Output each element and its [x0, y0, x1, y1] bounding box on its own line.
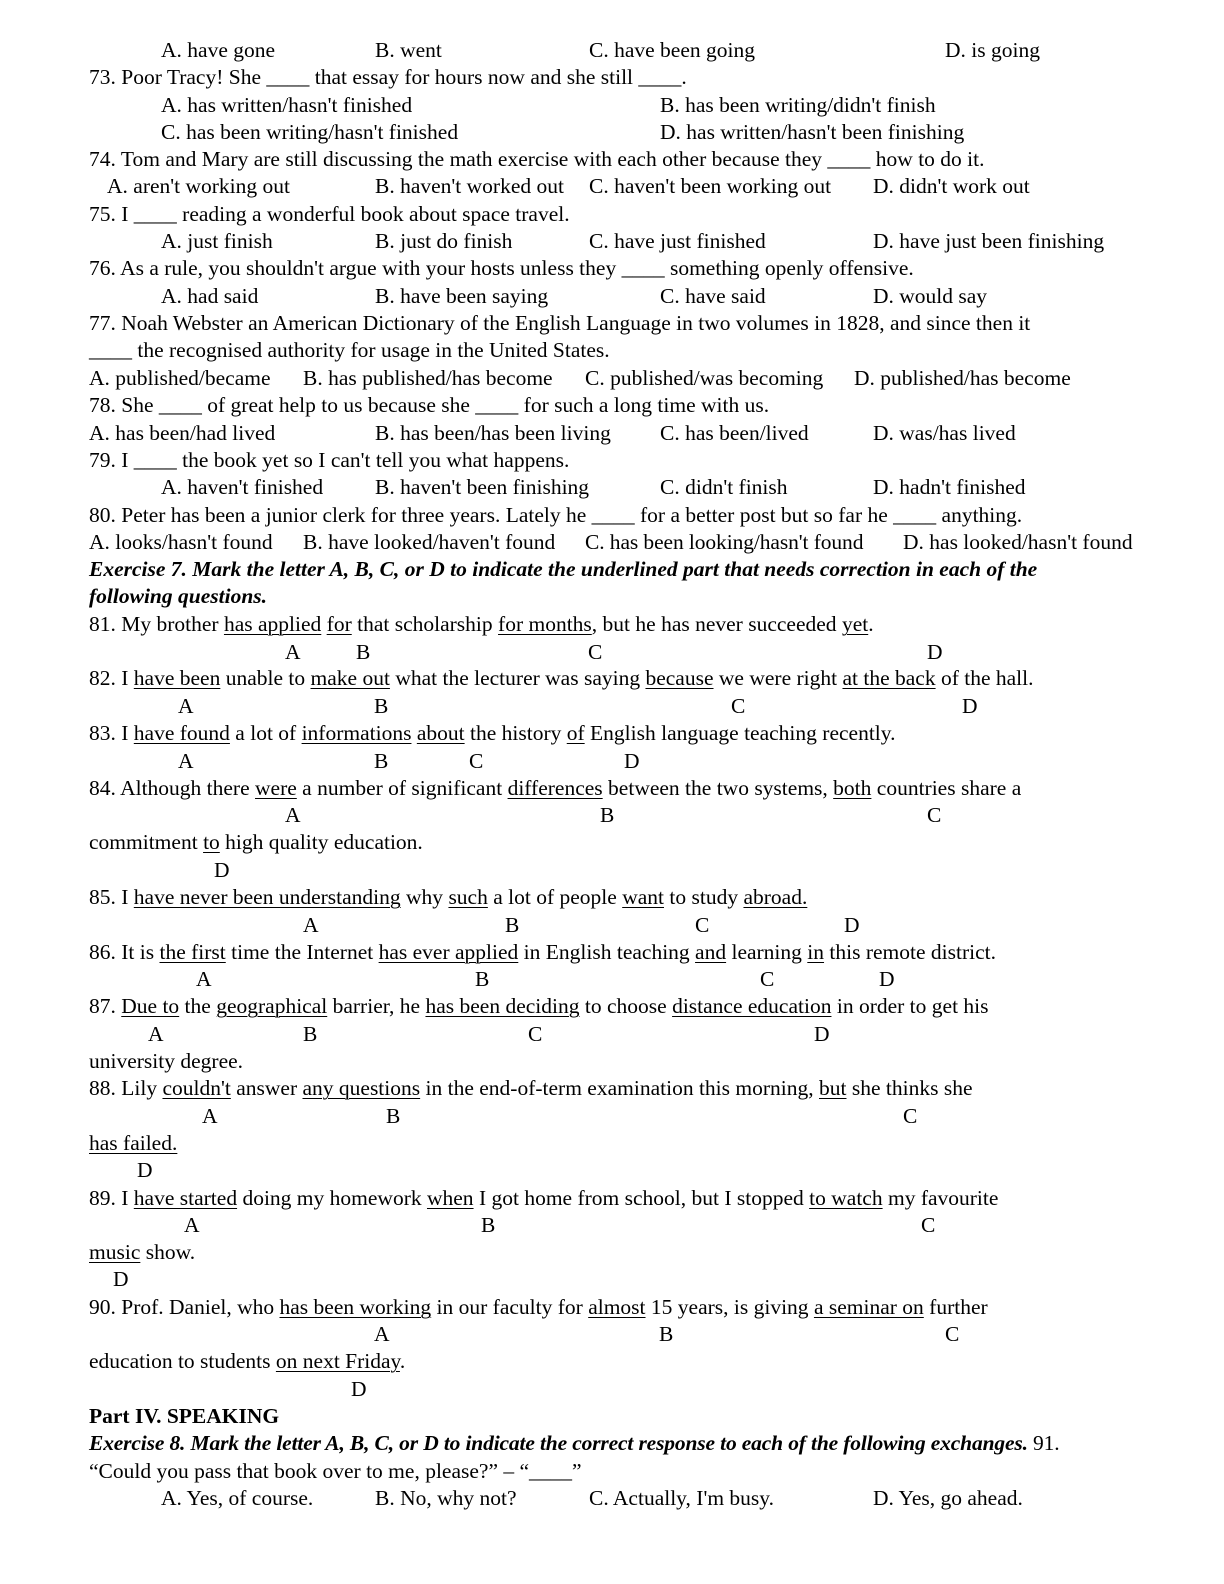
q80-option-d: D. has looked/hasn't found [903, 530, 1133, 554]
q90-sentence: 90. Prof. Daniel, who has been working in our faculty for almost 15 years, is giving a seminar on further [89, 1295, 988, 1319]
q87-sentence: 87. Due to the geographical barrier, he has been deciding to choose distance education in order to get his [89, 994, 989, 1018]
q91-option-c: C. Actually, I'm busy. [589, 1486, 775, 1510]
q86-letter-b: B [475, 967, 490, 991]
q83-letter-c: C [469, 749, 484, 773]
q81-part-d: yet [841, 612, 869, 636]
q87-letter-c: C [528, 1022, 543, 1046]
q88-part-b: any questions [302, 1076, 421, 1100]
q90-part-a: has been working [279, 1295, 432, 1319]
q81-part-b: for [326, 612, 352, 636]
q90-letter-d: D [351, 1377, 367, 1401]
exercise7-heading-line2: following questions. [89, 584, 268, 608]
q77-option-c: C. published/was becoming [585, 366, 824, 390]
q73-option-b: B. has been writing/didn't finish [660, 93, 936, 117]
q78-stem: 78. She ____ of great help to us because she ____ for such a long time with us. [89, 393, 770, 417]
exercise7-heading-line1: Exercise 7. Mark the letter A, B, C, or D to indicate the underlined part that needs correction in each of the [89, 557, 1038, 581]
q90-letter-a: A [374, 1322, 390, 1346]
q78-option-a: A. has been/had lived [89, 421, 276, 445]
q89-part-a: have started [133, 1186, 238, 1210]
q86-part-d: in [807, 940, 825, 964]
q75-option-c: C. have just finished [589, 229, 766, 253]
q72-option-a: A. have gone [161, 38, 276, 62]
q88-letter-b: B [386, 1104, 401, 1128]
q89-sentence: 89. I have started doing my homework when I got home from school, but I stopped to watch my favourite [89, 1186, 999, 1210]
q84-part-b: differences [507, 776, 603, 800]
q90-part-c: a seminar on [813, 1295, 924, 1319]
q89-letter-d: D [113, 1267, 129, 1291]
q82-letter-b: B [374, 694, 389, 718]
q86-letter-c: C [760, 967, 775, 991]
q88-part-a: couldn't [162, 1076, 231, 1100]
q79-stem: 79. I ____ the book yet so I can't tell you what happens. [89, 448, 570, 472]
q82-sentence: 82. I have been unable to make out what the lecturer was saying because we were right at the back of the hall. [89, 666, 1034, 690]
part4-heading: Part IV. SPEAKING [89, 1404, 280, 1428]
q79-option-b: B. haven't been finishing [375, 475, 590, 499]
q84-sentence: 84. Although there were a number of significant differences between the two systems, both countries share a [89, 776, 1022, 800]
q81-sentence: 81. My brother has applied for that scholarship for months, but he has never succeeded yet. [89, 612, 874, 636]
q82-letter-a: A [178, 694, 194, 718]
q73-option-d: D. has written/hasn't been finishing [660, 120, 965, 144]
q83-sentence: 83. I have found a lot of informations about the history of English language teaching recently. [89, 721, 896, 745]
q84-part-a: were [255, 776, 297, 800]
q84-letter-c: C [927, 803, 942, 827]
q76-option-b: B. have been saying [375, 284, 549, 308]
q88-letter-d: D [137, 1158, 153, 1182]
q75-option-a: A. just finish [161, 229, 273, 253]
q75-stem: 75. I ____ reading a wonderful book about space travel. [89, 202, 570, 226]
q91-option-d: D. Yes, go ahead. [873, 1486, 1023, 1510]
q84-part-d: to [203, 830, 220, 854]
q89-part-b: when [426, 1186, 474, 1210]
q77-stem-line2: ____ the recognised authority for usage in the United States. [89, 338, 610, 362]
q86-letter-d: D [879, 967, 895, 991]
q90-part-d: on next Friday [275, 1349, 400, 1373]
q83-letter-d: D [624, 749, 640, 773]
q74-option-b: B. haven't worked out [375, 174, 564, 198]
q88-sentence: 88. Lily couldn't answer any questions in the end-of-term examination this morning, but she thinks she [89, 1076, 973, 1100]
q85-letter-c: C [695, 913, 710, 937]
q85-part-a: have never been understanding [133, 885, 401, 909]
q73-stem: 73. Poor Tracy! She ____ that essay for hours now and she still ____. [89, 65, 687, 89]
q83-letter-b: B [374, 749, 389, 773]
q84-letter-b: B [600, 803, 615, 827]
q85-part-c: want [622, 885, 664, 909]
q83-part-a: have found [133, 721, 230, 745]
q87-letter-d: D [814, 1022, 830, 1046]
q90-sentence-line2: education to students on next Friday. [89, 1349, 406, 1373]
q72-option-b: B. went [375, 38, 442, 62]
q86-letter-a: A [196, 967, 212, 991]
q82-letter-c: C [731, 694, 746, 718]
q76-option-a: A. had said [161, 284, 259, 308]
q89-letter-b: B [481, 1213, 496, 1237]
q76-option-c: C. have said [660, 284, 766, 308]
q82-letter-d: D [962, 694, 978, 718]
q87-part-b: geographical [216, 994, 328, 1018]
q87-letter-b: B [303, 1022, 318, 1046]
q75-option-d: D. have just been finishing [873, 229, 1105, 253]
q89-sentence-line2: music show. [89, 1240, 196, 1264]
q74-option-d: D. didn't work out [873, 174, 1030, 198]
q74-option-a: A. aren't working out [107, 174, 291, 198]
q81-part-c: for months [498, 612, 592, 636]
q82-part-d: at the back [842, 666, 936, 690]
q75-option-b: B. just do finish [375, 229, 513, 253]
q84-letter-d: D [214, 858, 230, 882]
q80-option-a: A. looks/hasn't found [89, 530, 273, 554]
q88-part-c: but [819, 1076, 847, 1100]
q81-part-a: has applied [223, 612, 322, 636]
q74-option-c: C. haven't been working out [589, 174, 832, 198]
q81-letter-c: C [588, 640, 603, 664]
q74-stem: 74. Tom and Mary are still discussing the math exercise with each other because they ____ how to do it. [89, 147, 985, 171]
q80-stem: 80. Peter has been a junior clerk for three years. Lately he ____ for a better post but so far he ____ anything. [89, 503, 1023, 527]
q85-sentence: 85. I have never been understanding why such a lot of people want to study abroad. [89, 885, 808, 909]
q80-option-c: C. has been looking/hasn't found [585, 530, 864, 554]
q76-stem: 76. As a rule, you shouldn't argue with your hosts unless they ____ something openly offensive. [89, 256, 914, 280]
q82-part-a: have been [133, 666, 221, 690]
q87-sentence-line2: university degree. [89, 1049, 244, 1073]
q78-option-d: D. was/has lived [873, 421, 1016, 445]
q84-part-c: both [833, 776, 872, 800]
q79-option-a: A. haven't finished [161, 475, 324, 499]
q79-option-c: C. didn't finish [660, 475, 788, 499]
q91-number: 91. [1027, 1431, 1060, 1455]
q84-sentence-line2: commitment to high quality education. [89, 830, 423, 854]
q85-letter-a: A [303, 913, 319, 937]
q88-part-d: has failed. [89, 1131, 178, 1155]
q73-option-c: C. has been writing/hasn't finished [161, 120, 459, 144]
q85-part-b: such [448, 885, 488, 909]
q91-stem: “Could you pass that book over to me, please?” – “____” [89, 1459, 582, 1483]
q82-part-c: because [645, 666, 714, 690]
q86-part-b: has ever applied [378, 940, 519, 964]
q86-part-a: the first [159, 940, 226, 964]
q82-part-b: make out [310, 666, 390, 690]
q77-option-b: B. has published/has become [303, 366, 553, 390]
q90-letter-b: B [659, 1322, 674, 1346]
q88-letter-a: A [202, 1104, 218, 1128]
q89-part-c: to watch [809, 1186, 883, 1210]
q90-letter-c: C [945, 1322, 960, 1346]
q83-part-c: about [416, 721, 465, 745]
exercise8-heading: Exercise 8. Mark the letter A, B, C, or D to indicate the correct response to each of the following exchanges. 91. [89, 1431, 1060, 1455]
q80-option-b: B. have looked/haven't found [303, 530, 556, 554]
q85-letter-d: D [844, 913, 860, 937]
q87-part-d: distance education [672, 994, 832, 1018]
q86-part-c: and [695, 940, 727, 964]
q81-letter-b: B [356, 640, 371, 664]
q79-option-d: D. hadn't finished [873, 475, 1026, 499]
q85-letter-b: B [505, 913, 520, 937]
q77-stem-line1: 77. Noah Webster an American Dictionary of the English Language in two volumes in 1828, and since then it [89, 311, 1031, 335]
q86-sentence: 86. It is the first time the Internet has ever applied in English teaching and learning in this remote district. [89, 940, 996, 964]
q88-letter-c: C [903, 1104, 918, 1128]
q87-part-c: has been deciding [425, 994, 580, 1018]
q91-option-a: A. Yes, of course. [161, 1486, 314, 1510]
q89-letter-c: C [921, 1213, 936, 1237]
q76-option-d: D. would say [873, 284, 988, 308]
q83-letter-a: A [178, 749, 194, 773]
q72-option-c: C. have been going [589, 38, 755, 62]
q83-part-d: of [566, 721, 585, 745]
q77-option-d: D. published/has become [854, 366, 1071, 390]
q77-option-a: A. published/became [89, 366, 271, 390]
q81-letter-d: D [927, 640, 943, 664]
q89-part-d: music [89, 1240, 141, 1264]
q81-letter-a: A [285, 640, 301, 664]
q89-letter-a: A [184, 1213, 200, 1237]
q87-part-a: Due to [121, 994, 180, 1018]
q85-part-d: abroad. [743, 885, 808, 909]
q73-option-a: A. has written/hasn't finished [161, 93, 413, 117]
q78-option-c: C. has been/lived [660, 421, 809, 445]
q83-part-b: informations [301, 721, 412, 745]
q90-part-b: almost [588, 1295, 646, 1319]
q78-option-b: B. has been/has been living [375, 421, 611, 445]
q88-sentence-line2 [89, 1130, 177, 1157]
q84-letter-a: A [285, 803, 301, 827]
q72-option-d: D. is going [945, 38, 1040, 62]
q87-letter-a: A [148, 1022, 164, 1046]
q91-option-b: B. No, why not? [375, 1486, 517, 1510]
